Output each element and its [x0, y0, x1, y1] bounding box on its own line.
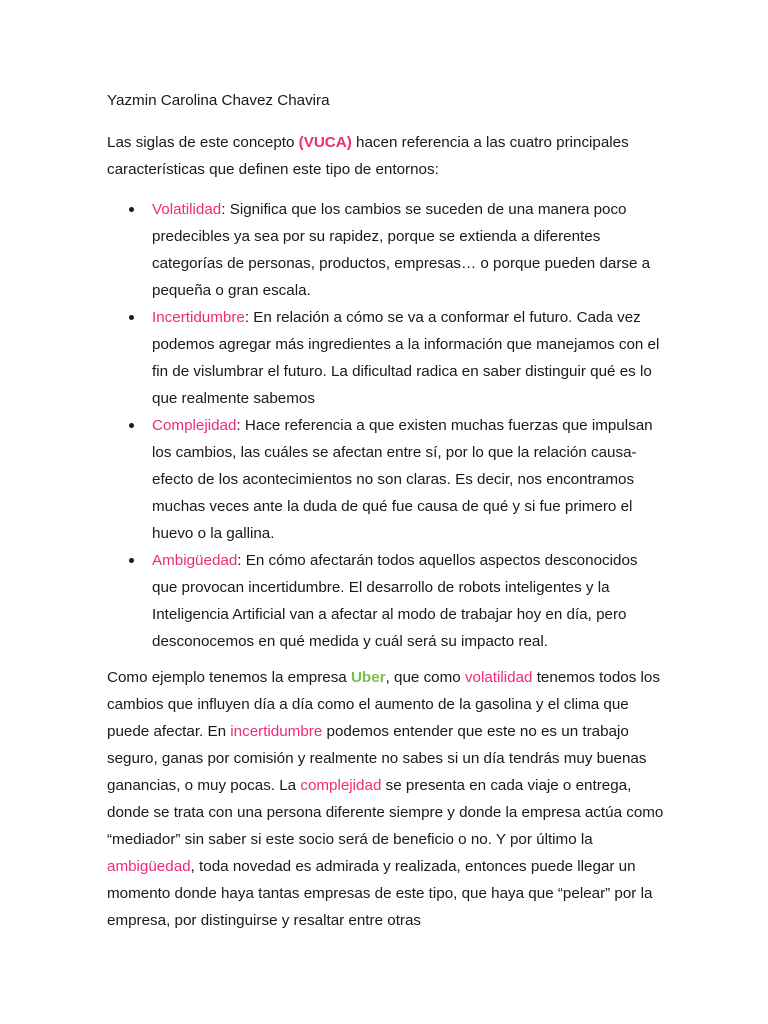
example-text-3: tenemos todos los cambios que influyen día a día como el aumento de la gasolina y el clima que puede afectar. En	[107, 669, 660, 740]
bullet-incertidumbre	[107, 304, 667, 412]
term-volatilidad: Volatilidad	[152, 201, 222, 218]
term-ambiguedad: Ambigüedad	[152, 552, 238, 569]
document-page	[107, 89, 667, 934]
example-text-2: , que como	[385, 669, 465, 686]
example-paragraph	[107, 664, 667, 934]
definition-incertidumbre: : En relación a cómo se va a conformar el futuro. Cada vez podemos agregar más ingredientes a la información que manejamos con el fin de vislumbrar el futuro. La dificultad radica en saber distinguir qué es lo que realmente sabemos	[152, 309, 660, 407]
bullet-ambiguedad	[107, 547, 667, 655]
term-complejidad: Complejidad	[152, 417, 237, 434]
definition-complejidad: : Hace referencia a que existen muchas fuerzas que impulsan los cambios, las cuáles se afectan entre sí, por lo que la relación causa-efecto de los acontecimientos no son claras. Es decir, nos encontramos muchas veces ante la duda de qué fue causa de qué y si fue primero el huevo o la gallina.	[152, 417, 653, 542]
uber-highlight: Uber	[350, 669, 386, 686]
vuca-bullet-list	[107, 196, 667, 655]
bullet-dot-icon	[129, 207, 134, 212]
bullet-volatilidad	[107, 196, 667, 304]
example-text-6: , toda novedad es admirada y realizada, entonces puede llegar un momento donde haya tantas empresas de este tipo, que haya que “pelear” por la empresa, por distinguirse y resaltar entre otras	[107, 858, 653, 929]
vuca-acronym: (VUCA)	[298, 134, 352, 151]
term-incertidumbre: Incertidumbre	[152, 309, 245, 326]
intro-text-start: Las siglas de este concepto	[107, 134, 299, 151]
example-text-1: Como ejemplo tenemos la empresa	[107, 669, 351, 686]
bullet-dot-icon	[129, 558, 134, 563]
bullet-dot-icon	[129, 423, 134, 428]
bullet-complejidad	[107, 412, 667, 547]
ambiguedad-highlight: ambigüedad	[107, 858, 191, 875]
complejidad-highlight: complejidad	[300, 777, 382, 794]
example-text-4: podemos entender que este no es un trabajo seguro, ganas por comisión y realmente no sabes si un día tendrás muy buenas ganancias, o muy pocas. La	[107, 723, 647, 794]
volatilidad-highlight: volatilidad	[464, 669, 533, 686]
bullet-dot-icon	[129, 315, 134, 320]
author-name: Yazmin Carolina Chavez Chavira	[107, 92, 330, 109]
incertidumbre-highlight: incertidumbre	[230, 723, 323, 740]
intro-paragraph	[107, 129, 667, 183]
definition-volatilidad: : Significa que los cambios se suceden de una manera poco predecibles ya sea por su rapidez, porque se extienda a diferentes categorías de personas, productos, empresas… o porque pueden darse a pequeña o gran escala.	[152, 201, 651, 299]
definition-ambiguedad: : En cómo afectarán todos aquellos aspectos desconocidos que provocan incertidumbre. El desarrollo de robots inteligentes y la Inteligencia Artificial van a afectar al modo de trabajar hoy en día, pero desconocemos en qué medida y cuál será su impacto real.	[152, 552, 638, 650]
intro-text-end: hacen referencia a las cuatro principales características que definen este tipo de entornos:	[107, 134, 629, 178]
example-text-5: se presenta en cada viaje o entrega, donde se trata con una persona diferente siempre y donde la empresa actúa como “mediador” sin saber si este socio será de beneficio o no. Y por último la	[107, 777, 664, 848]
